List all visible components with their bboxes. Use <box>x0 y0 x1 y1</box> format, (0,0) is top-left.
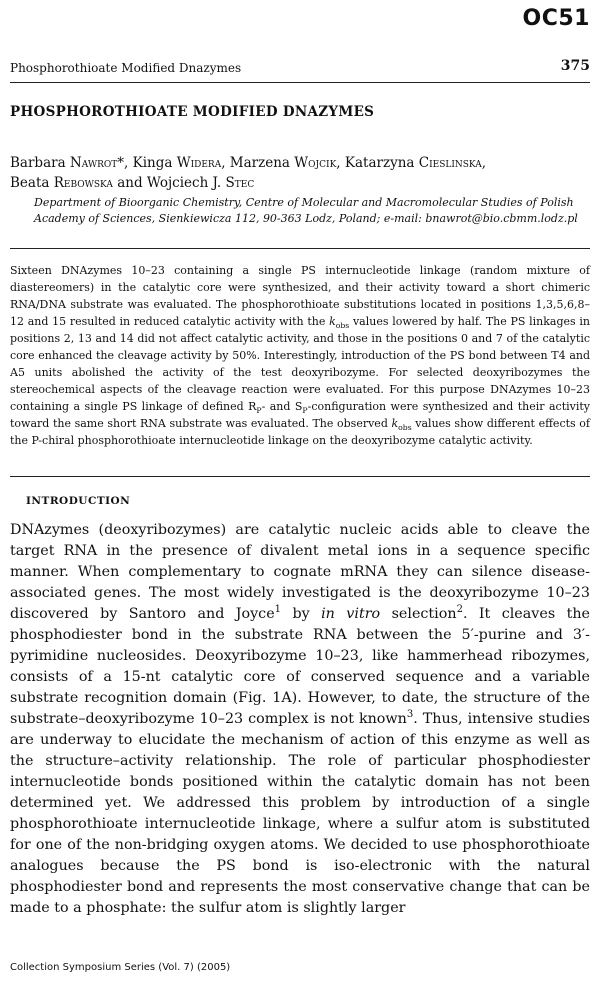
author-surname: Nawrot <box>69 155 118 171</box>
author-separator: , <box>336 155 345 171</box>
abstract-text: -configuration were synthesized and their activity toward the same short RNA substrate was evaluated. The observed <box>10 400 590 430</box>
author-separator: , <box>124 155 133 171</box>
body-text: . Thus, intensive studies are underway to elucidate the mechanism of action of this enzyme as well as the structure–activity relationship. The role of particular phosphodiester internucleotide bonds positioned within the catalytic domain has not been determined yet. We addressed this problem by introduction of a single phosphorothioate internucleotide linkage, where a sulfur atom is substituted for one of the non-bridging oxygen atoms. We decided to use phosphorothioate analogues because the PS bond is iso-electronic with the natural phosphodiester bond and represents the most conservative change that can be made to a phosphate: the sulfur atom is slightly larger <box>10 711 591 916</box>
collection-code: OC51 <box>522 6 590 31</box>
abstract-top-rule <box>10 248 590 249</box>
abstract-text: values lowered by half. The PS linkages in positions 2, 13 and 14 did not affect catalytic activity, and those in the positions 0 and 7 of the catalytic core enhanced the cleavage activity by 50%. Interestingly, introduction of the PS bond between T4 and A5 units abolished the activity of the test deoxyribozyme. For selected deoxyribozymes the stereochemical aspects of the cleavage reaction were evaluated. For this purpose DNAzymes 10–23 containing a single PS linkage of defined R <box>10 315 590 413</box>
obs-subscript: obs <box>398 423 412 433</box>
k-symbol: k <box>329 315 336 328</box>
abstract-text: values show different effects of the P-chiral phosphorothioate internucleotide linkage on the deoxyribozyme catalytic activity. <box>10 417 590 447</box>
author-surname: Widera <box>176 155 222 171</box>
reference-mark: 2 <box>456 604 463 616</box>
author-first-name: Barbara <box>10 155 70 171</box>
page-number: 375 <box>560 58 590 74</box>
section-heading: INTRODUCTION <box>26 495 131 507</box>
body-text: . It cleaves the phosphodiester bond in the substrate RNA between the 5′-purine and 3′-pyrimidine nucleosides. Deoxyribozyme 10–23, like hammerhead ribozymes, consists of a 15-nt catalytic core of conserved sequence and a variable substrate recognition domain (Fig. 1A). However, to date, the structure of the substrate–deoxyribozyme 10–23 complex is not known <box>10 606 590 727</box>
author-first-name: Marzena <box>229 155 295 171</box>
abstract-text: - and S <box>261 400 303 413</box>
author-first-name: Katarzyna <box>344 155 419 171</box>
body-text: selection <box>380 606 457 622</box>
p-subscript: P <box>302 406 308 416</box>
author-first-name: Kinga <box>132 155 177 171</box>
abstract-text: Sixteen DNAzymes 10–23 containing a single PS internucleotide linkage (random mixture of diastereomers) in the catalytic core were synthesized, and their activity toward a short chimeric RNA/DNA substrate was evaluated. The phosphorothioate substitutions located in positions 1,3,5,6,8–12 and 15 resulted in reduced catalytic activity with the <box>10 264 590 328</box>
reference-mark: 1 <box>274 604 282 616</box>
author-surname: Stec <box>225 175 255 191</box>
affiliation: Department of Bioorganic Chemistry, Centre of Molecular and Macromolecular Studies of Polish Academy of Sciences, Sienkiewicza 112, 90-363 Lodz, Poland; e-mail: bnawrot@bio.cbmm.lodz.pl <box>34 196 578 225</box>
abstract <box>10 262 590 449</box>
author-first-name: Wojciech J. <box>146 175 226 191</box>
p-subscript: P <box>256 406 262 416</box>
corresponding-author-mark: * <box>117 155 125 171</box>
abstract-bottom-rule <box>10 476 590 477</box>
author-surname: Rebowska <box>53 175 113 191</box>
obs-subscript: obs <box>335 321 350 331</box>
k-symbol: k <box>391 417 399 430</box>
footer-citation: Collection Symposium Series (Vol. 7) (2005) <box>10 962 231 973</box>
body-text: by <box>281 606 322 622</box>
article-title: PHOSPHOROTHIOATE MODIFIED DNAZYMES <box>10 104 375 120</box>
running-header <box>10 58 590 83</box>
author-separator: , <box>221 155 230 171</box>
body-text: DNAzymes (deoxyribozymes) are catalytic nucleic acids able to cleave the target RNA in the presence of divalent metal ions in a sequence specific manner. When complementary to cognate mRNA they can silence disease-associated genes. The most widely investigated is the deoxyribozyme 10–23 discovered by Santoro and Joyce <box>10 522 590 622</box>
reference-mark: 3 <box>406 709 414 721</box>
italic-term: in vitro <box>321 606 381 622</box>
author-conjunction: and <box>112 175 147 191</box>
author-surname: Wojcik <box>294 155 337 171</box>
author-separator: , <box>481 155 487 171</box>
running-title: Phosphorothioate Modified Dnazymes <box>10 61 242 75</box>
introduction-text <box>10 520 590 919</box>
author-first-name: Beata <box>10 175 54 191</box>
author-surname: Cieslinska <box>418 155 482 171</box>
author-list <box>10 153 590 193</box>
